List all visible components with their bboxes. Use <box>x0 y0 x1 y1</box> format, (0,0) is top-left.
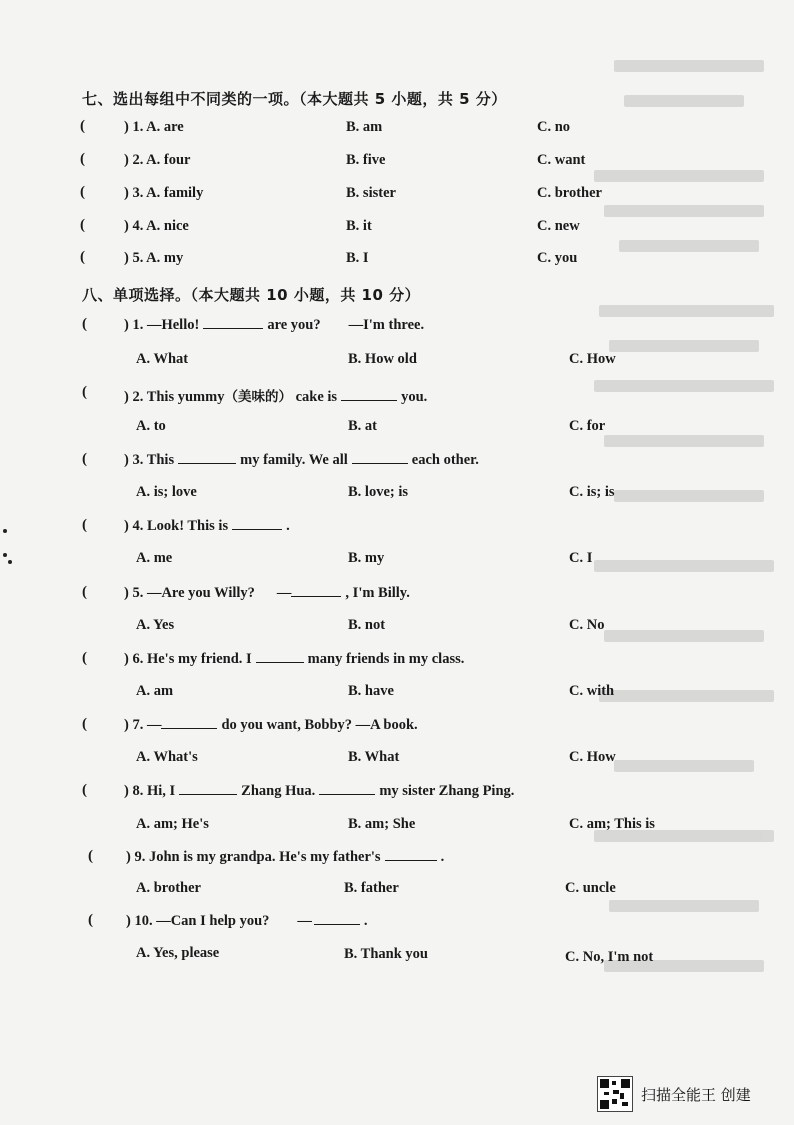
answer-paren[interactable]: ( <box>82 716 87 732</box>
option-c: C. am; This is <box>569 816 655 832</box>
answer-paren[interactable]: ( <box>82 584 87 600</box>
answer-paren[interactable]: ( <box>82 782 87 798</box>
question-stem: ) 10. —Can I help you? — . <box>126 913 368 929</box>
option-c: C. no <box>537 119 571 135</box>
option-c: C. for <box>569 418 606 434</box>
fill-blank[interactable] <box>319 793 375 795</box>
fill-blank[interactable] <box>256 661 304 663</box>
fill-blank[interactable] <box>161 727 217 729</box>
fill-blank[interactable] <box>341 399 397 401</box>
answer-paren[interactable]: ( <box>82 451 87 467</box>
answer-paren[interactable]: ( <box>80 217 85 233</box>
answer-paren[interactable]: ( <box>82 517 87 533</box>
scan-speck <box>3 553 7 557</box>
option-b: B. sister <box>346 185 396 201</box>
option-c: C. I <box>569 550 593 566</box>
fill-blank[interactable] <box>314 923 360 925</box>
option-a: A. am <box>136 683 174 699</box>
question-stem: ) 4. Look! This is . <box>124 518 290 534</box>
bleed-through-text <box>584 40 794 1000</box>
answer-paren[interactable]: ( <box>82 650 87 666</box>
option-c: C. uncle <box>565 880 616 896</box>
question-stem: ) 3. A. family <box>124 185 204 201</box>
option-b: B. Thank you <box>344 946 428 962</box>
option-a: A. Yes <box>136 617 175 633</box>
scan-speck <box>3 529 7 533</box>
option-c: C. new <box>537 218 580 234</box>
option-b: B. father <box>344 880 399 896</box>
option-a: A. brother <box>136 880 201 896</box>
option-b: B. not <box>348 617 386 633</box>
scanner-watermark <box>597 1076 751 1112</box>
option-b: B. have <box>348 683 394 699</box>
option-b: B. am; She <box>348 816 416 832</box>
option-a: A. Yes, please <box>136 945 220 961</box>
qr-code-icon <box>597 1076 633 1112</box>
option-a: A. What's <box>136 749 198 765</box>
scan-speck <box>8 560 12 564</box>
question-stem: ) 7. — do you want, Bobby? —A book. <box>124 717 418 733</box>
question-stem: ) 2. A. four <box>124 152 191 168</box>
fill-blank[interactable] <box>179 793 237 795</box>
question-stem: ) 4. A. nice <box>124 218 189 234</box>
question-stem: ) 3. This my family. We all each other. <box>124 452 479 468</box>
option-b: B. at <box>348 418 377 434</box>
option-b: B. am <box>346 119 383 135</box>
option-c: C. brother <box>537 185 602 201</box>
option-c: C. want <box>537 152 586 168</box>
option-c: C. with <box>569 683 615 699</box>
question-stem: ) 5. A. my <box>124 250 184 266</box>
option-b: B. five <box>346 152 386 168</box>
answer-paren[interactable]: ( <box>80 249 85 265</box>
option-a: A. is; love <box>136 484 197 500</box>
option-b: B. How old <box>348 351 417 367</box>
option-c: C. No <box>569 617 605 633</box>
answer-paren[interactable]: ( <box>80 151 85 167</box>
option-c: C. is; is <box>569 484 615 500</box>
question-stem: ) 5. —Are you Willy? — , I'm Billy. <box>124 585 410 601</box>
option-c: C. How <box>569 749 616 765</box>
fill-blank[interactable] <box>385 859 437 861</box>
answer-paren[interactable]: ( <box>88 912 93 928</box>
option-c: C. How <box>569 351 616 367</box>
option-a: A. to <box>136 418 166 434</box>
answer-paren[interactable]: ( <box>80 118 85 134</box>
option-c: C. No, I'm not <box>565 949 654 965</box>
question-stem: ) 1. A. are <box>124 119 184 135</box>
answer-paren[interactable]: ( <box>88 848 93 864</box>
fill-blank[interactable] <box>203 327 263 329</box>
scanner-watermark-text: 扫描全能王 创建 <box>641 1085 751 1104</box>
section-8-title: 八、单项选择。（本大题共 10 小题，共 10 分） <box>82 286 421 304</box>
option-b: B. it <box>346 218 372 234</box>
fill-blank[interactable] <box>232 528 282 530</box>
option-c: C. you <box>537 250 578 266</box>
question-stem: ) 9. John is my grandpa. He's my father's . <box>126 849 445 865</box>
fill-blank[interactable] <box>352 462 408 464</box>
answer-paren[interactable]: ( <box>80 184 85 200</box>
option-b: B. What <box>348 749 400 765</box>
option-b: B. my <box>348 550 385 566</box>
option-a: A. What <box>136 351 189 367</box>
question-stem: ) 8. Hi, I Zhang Hua. my sister Zhang Ping. <box>124 783 515 799</box>
question-stem: ) 6. He's my friend. I many friends in my class. <box>124 651 465 667</box>
fill-blank[interactable] <box>291 595 341 597</box>
option-b: B. I <box>346 250 369 266</box>
question-stem: ) 2. This yummy（美味的） cake is you. <box>124 389 428 405</box>
option-a: A. am; He's <box>136 816 209 832</box>
option-a: A. me <box>136 550 173 566</box>
fill-blank[interactable] <box>178 462 236 464</box>
option-b: B. love; is <box>348 484 409 500</box>
question-stem: ) 1. —Hello! are you? —I'm three. <box>124 317 425 333</box>
answer-paren[interactable]: ( <box>82 316 87 332</box>
section-7-title: 七、选出每组中不同类的一项。（本大题共 5 小题，共 5 分） <box>82 90 507 108</box>
answer-paren[interactable]: ( <box>82 384 87 400</box>
